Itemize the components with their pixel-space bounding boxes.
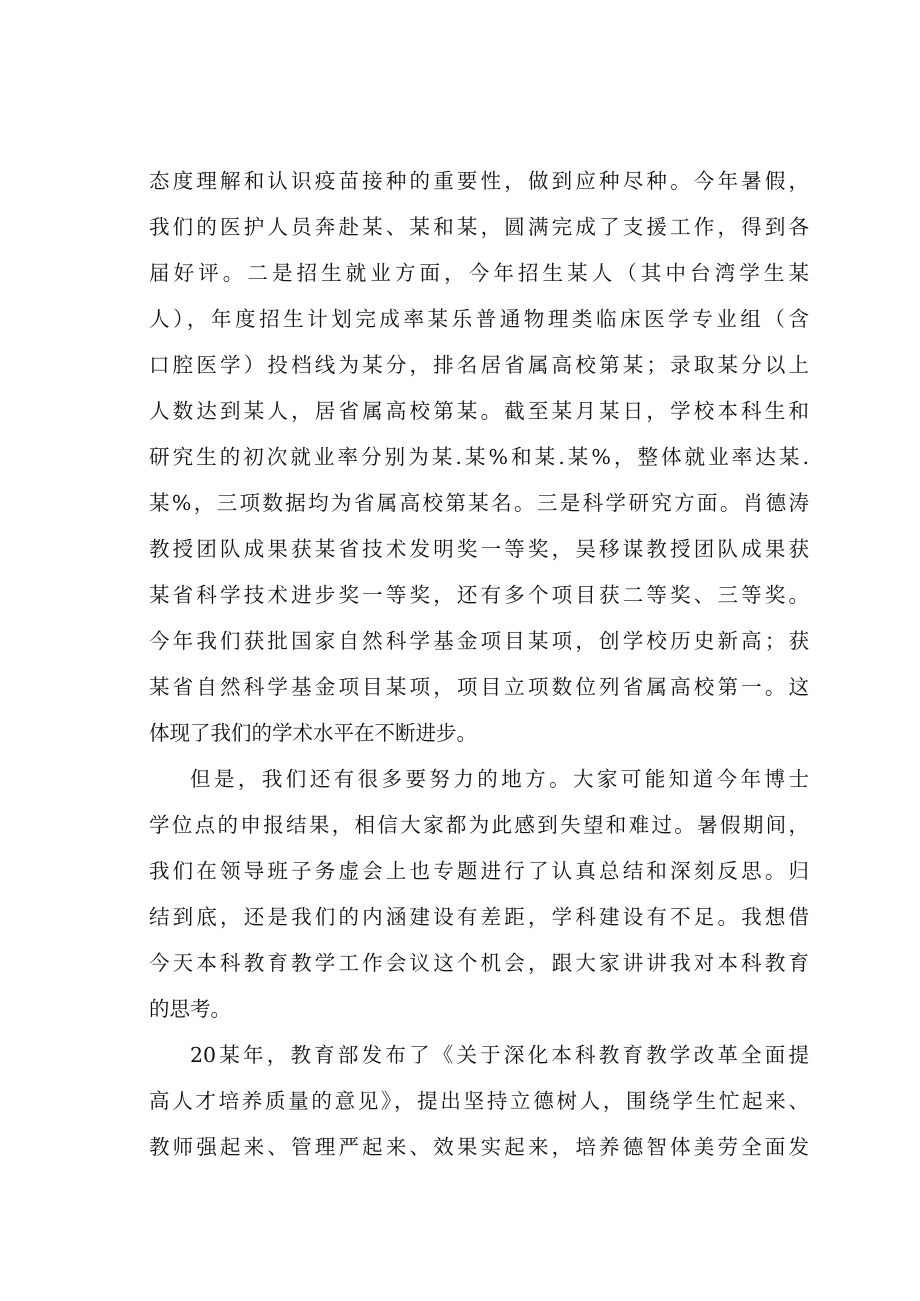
- text-line: 口腔医学）投档线为某分，排名居省属高校第某；录取某分以上: [149, 353, 809, 377]
- text-line: 某%，三项数据均为省属高校第某名。三是科学研究方面。肖德涛: [149, 491, 809, 515]
- text-line: 我们的医护人员奔赴某、某和某，圆满完成了支援工作，得到各: [149, 215, 809, 239]
- text-line: 研究生的初次就业率分别为某.某%和某.某%，整体就业率达某.: [149, 445, 809, 469]
- paragraph: [149, 158, 809, 756]
- text-line: 某省科学技术进步奖一等奖，还有多个项目获二等奖、三等奖。: [149, 583, 809, 607]
- text-line: 届好评。二是招生就业方面，今年招生某人（其中台湾学生某: [149, 261, 809, 285]
- text-line: 态度理解和认识疫苗接种的重要性，做到应种尽种。今年暑假，: [149, 169, 809, 193]
- text-line: 20某年，教育部发布了《关于深化本科教育教学改革全面提: [190, 1043, 809, 1067]
- text-line: 高人才培养质量的意见》，提出坚持立德树人，围绕学生忙起来、: [149, 1089, 809, 1113]
- text-line: 某省自然科学基金项目某项，项目立项数位列省属高校第一。这: [149, 675, 809, 699]
- text-line: 的思考。: [149, 997, 231, 1021]
- text-line: 我们在领导班子务虚会上也专题进行了认真总结和深刻反思。归: [149, 859, 809, 883]
- text-line: 教授团队成果获某省技术发明奖一等奖，吴移谋教授团队成果获: [149, 537, 809, 561]
- text-line: 今天本科教育教学工作会议这个机会，跟大家讲讲我对本科教育: [149, 951, 809, 975]
- text-line: 结到底，还是我们的内涵建设有差距，学科建设有不足。我想借: [149, 905, 809, 929]
- text-line: 教师强起来、管理严起来、效果实起来，培养德智体美劳全面发: [149, 1135, 809, 1159]
- text-line: 今年我们获批国家自然科学基金项目某项，创学校历史新高；获: [149, 629, 809, 653]
- paragraph: [149, 1032, 809, 1170]
- text-line: 但是，我们还有很多要努力的地方。大家可能知道今年博士: [190, 767, 809, 791]
- document-body: [149, 158, 809, 1170]
- text-line: 人数达到某人，居省属高校第某。截至某月某日，学校本科生和: [149, 399, 809, 423]
- paragraph: [149, 756, 809, 1032]
- text-line: 体现了我们的学术水平在不断进步。: [149, 721, 477, 745]
- text-line: 学位点的申报结果，相信大家都为此感到失望和难过。暑假期间，: [149, 813, 809, 837]
- text-line: 人），年度招生计划完成率某乐普通物理类临床医学专业组（含: [149, 307, 809, 331]
